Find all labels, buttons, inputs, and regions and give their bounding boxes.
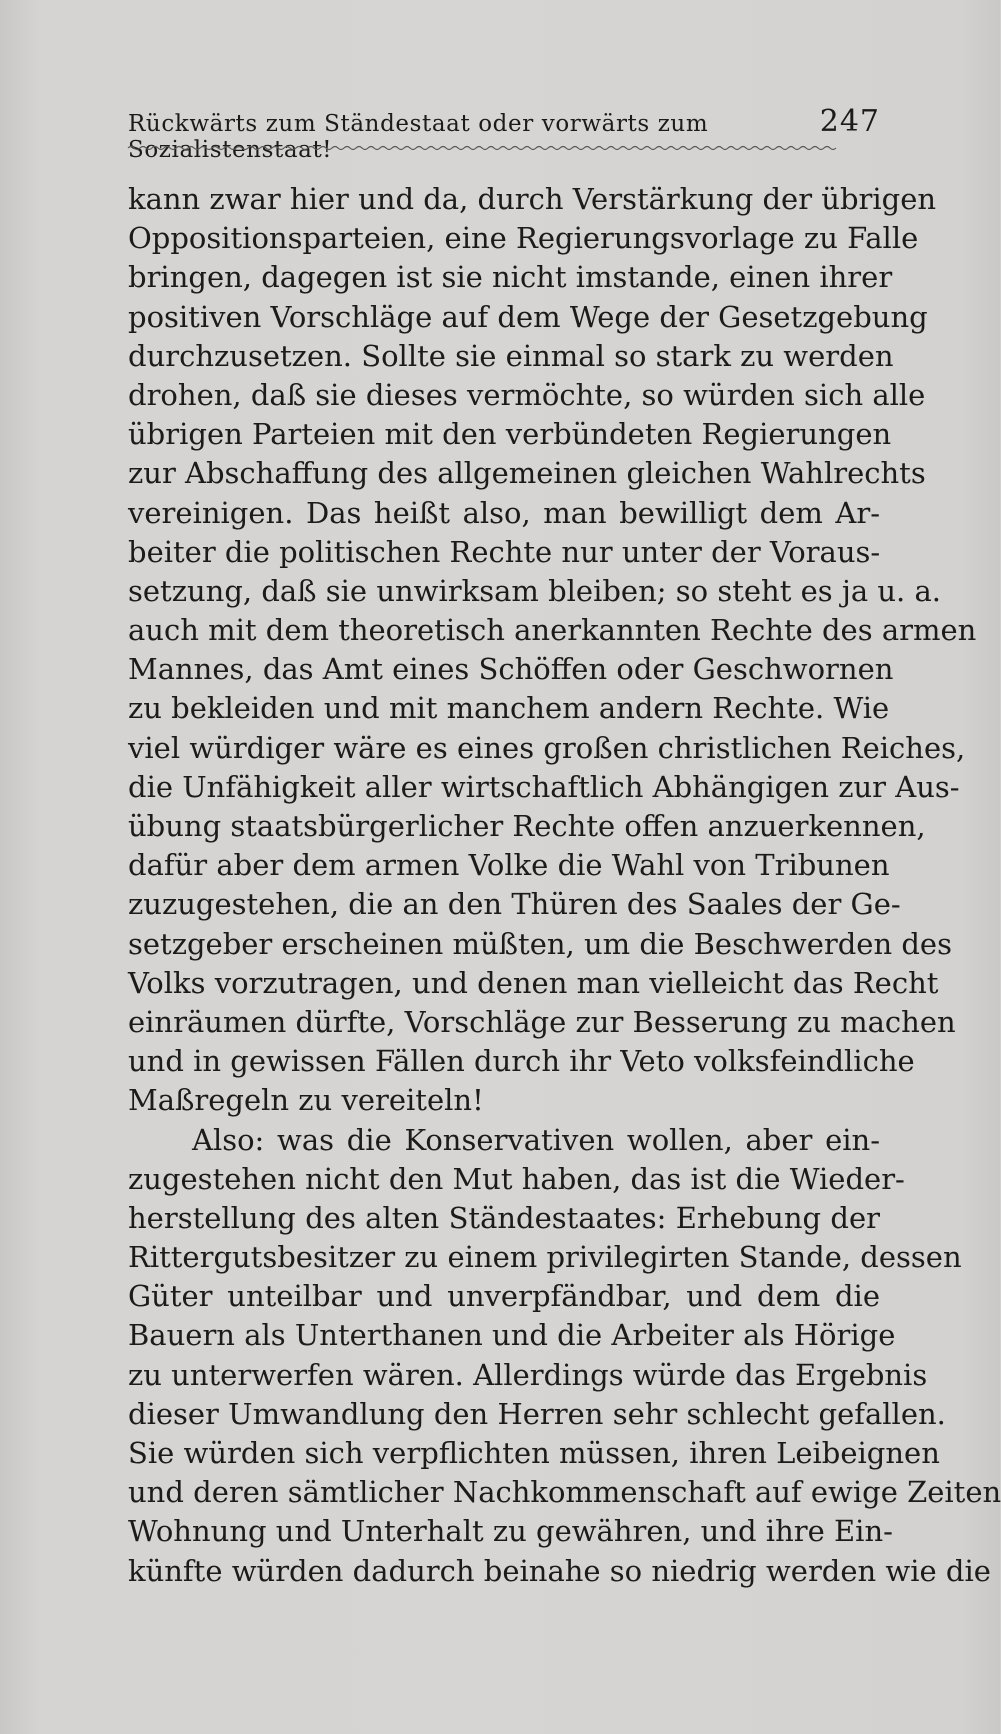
- text-line: herstellung des alten Ständestaates: Erhebung der: [128, 1200, 880, 1235]
- text-line: Rittergutsbesitzer zu einem privilegirten Stande, dessen: [128, 1240, 962, 1275]
- text-line: positiven Vorschläge auf dem Wege der Gesetzgebung: [128, 299, 928, 334]
- text-line: Bauern als Unterthanen und die Arbeiter als Hörige: [128, 1318, 896, 1353]
- text-line: durchzusetzen. Sollte sie einmal so stark zu werden: [128, 338, 894, 373]
- text-line: übung staatsbürgerlicher Rechte offen anzuerkennen,: [128, 809, 926, 843]
- text-line: übrigen Parteien mit den verbündeten Regierungen: [128, 417, 892, 452]
- text-line: zuzugestehen, die an den Thüren des Saales der Ge-: [128, 887, 901, 922]
- text-line: setzung, daß sie unwirksam bleiben; so steht es ja u. a.: [128, 573, 941, 608]
- text-line: Volks vorzutragen, und denen man vielleicht das Recht: [128, 965, 939, 1000]
- text-line: und deren sämtlicher Nachkommenschaft auf ewige Zeiten: [128, 1475, 1001, 1510]
- text-line: Maßregeln zu vereiteln!: [128, 1083, 484, 1118]
- text-line: dafür aber dem armen Volke die Wahl von Tribunen: [128, 848, 890, 883]
- text-line: zu unterwerfen wären. Allerdings würde das Ergebnis: [128, 1357, 928, 1392]
- text-line: und in gewissen Fällen durch ihr Veto volksfeindliche: [128, 1044, 915, 1079]
- text-line: einräumen dürfte, Vorschläge zur Besserung zu machen: [128, 1004, 956, 1039]
- text-line: Oppositionsparteien, eine Regierungsvorlage zu Falle: [128, 221, 919, 256]
- text-line: auch mit dem theoretisch anerkannten Rechte des armen: [128, 613, 977, 648]
- text-line: Also: was die Konservativen wollen, aber ein-: [192, 1122, 880, 1157]
- text-line: zur Abschaffung des allgemeinen gleichen Wahlrechts: [128, 456, 926, 491]
- text-line: beiter die politischen Rechte nur unter der Voraus-: [128, 534, 881, 569]
- text-line: Güter unteilbar und unverpfändbar, und dem die: [128, 1279, 880, 1314]
- running-head: [128, 104, 880, 163]
- text-line: bringen, dagegen ist sie nicht imstande, einen ihrer: [128, 260, 893, 295]
- page-number: 247: [819, 104, 880, 139]
- text-line: setzgeber erscheinen müßten, um die Beschwerden des: [128, 926, 952, 961]
- text-line: viel würdiger wäre es eines großen christlichen Reiches,: [128, 730, 966, 765]
- text-line: vereinigen. Das heißt also, man bewilligt dem Ar-: [128, 495, 880, 530]
- body-text: [128, 180, 1001, 1591]
- running-title: Rückwärts zum Ständestaat oder vorwärts zum Sozialistenstaat!: [128, 111, 709, 163]
- text-line: zugestehen nicht den Mut haben, das ist die Wieder-: [128, 1161, 905, 1196]
- text-line: kann zwar hier und da, durch Verstärkung der übrigen: [128, 182, 937, 216]
- text-line: die Unfähigkeit aller wirtschaftlich Abhängigen zur Aus-: [128, 769, 960, 804]
- text-line: dieser Umwandlung den Herren sehr schlecht gefallen.: [128, 1396, 946, 1431]
- text-line: Sie würden sich verpflichten müssen, ihren Leibeignen: [128, 1436, 940, 1470]
- text-line: Mannes, das Amt eines Schöffen oder Geschwornen: [128, 652, 894, 687]
- text-line: zu bekleiden und mit manchem andern Rechte. Wie: [128, 691, 890, 726]
- header-ornamental-rule: [128, 144, 880, 152]
- text-line: Wohnung und Unterhalt zu gewähren, und ihre Ein-: [128, 1514, 893, 1549]
- text-line: drohen, daß sie dieses vermöchte, so würden sich alle: [128, 377, 926, 412]
- text-line: künfte würden dadurch beinahe so niedrig werden wie die: [128, 1553, 991, 1588]
